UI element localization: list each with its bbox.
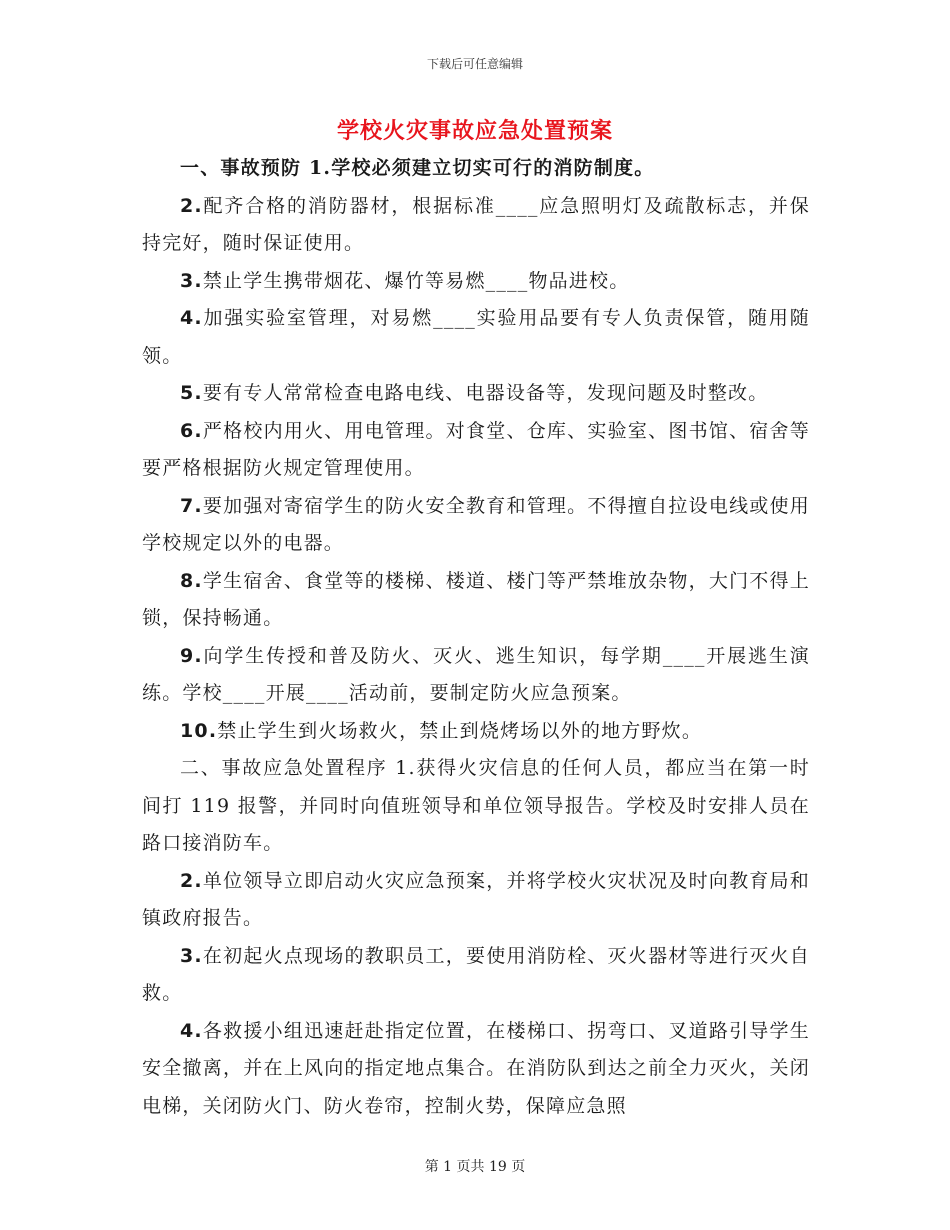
paragraph-2: 2.配齐合格的消防器材，根据标准____应急照明灯及疏散标志，并保持完好，随时保证使用。 [142,194,810,254]
paragraph-5: 5.要有专人常常检查电路电线、电器设备等，发现问题及时整改。 [180,382,769,404]
paragraph-14: 4.各救援小组迅速赶赴指定位置，在楼梯口、拐弯口、叉道路引导学生安全撤离，并在上风向的指定地点集合。在消防队到达之前全力灭火，关闭电梯，关闭防火门、防火卷帘，控制火势，保障应急照 [142,1019,810,1117]
paragraph-12: 2.单位领导立即启动火灾应急预案，并将学校火灾状况及时向教育局和镇政府报告。 [142,869,810,929]
paragraph-4: 4.加强实验室管理，对易燃____实验用品要有专人负责保管，随用随领。 [142,307,810,367]
paragraph-9: 9.向学生传授和普及防火、灭火、逃生知识，每学期____开展逃生演练。学校____开展____活动前，要制定防火应急预案。 [142,644,810,704]
paragraph-13: 3.在初起火点现场的教职员工，要使用消防栓、灭火器材等进行灭火自救。 [142,944,810,1004]
document-body [142,150,810,1125]
document-title: 学校火灾事故应急处置预案 [336,118,613,144]
paragraph-6: 6.严格校内用火、用电管理。对食堂、仓库、实验室、图书馆、宿舍等要严格根据防火规定管理使用。 [142,419,810,479]
paragraph-3: 3.禁止学生携带烟花、爆竹等易燃____物品进校。 [180,269,630,292]
paragraph-1: 一、事故预防 1.学校必须建立切实可行的消防制度。 [180,157,655,179]
header-note: 下载后可任意编辑 [426,57,523,71]
paragraph-10: 10.禁止学生到火场救火，禁止到烧烤场以外的地方野炊。 [180,719,703,742]
page-footer: 第 1 页共 19 页 [424,1159,526,1175]
paragraph-8: 8.学生宿舍、食堂等的楼梯、楼道、楼门等严禁堆放杂物，大门不得上锁，保持畅通。 [142,569,810,629]
paragraph-7: 7.要加强对寄宿学生的防火安全教育和管理。不得擅自拉设电线或使用学校规定以外的电器。 [142,494,810,554]
paragraph-11: 二、事故应急处置程序 1.获得火灾信息的任何人员，都应当在第一时间打 119 报警，并同时向值班领导和单位领导报告。学校及时安排人员在路口接消防车。 [142,757,810,854]
